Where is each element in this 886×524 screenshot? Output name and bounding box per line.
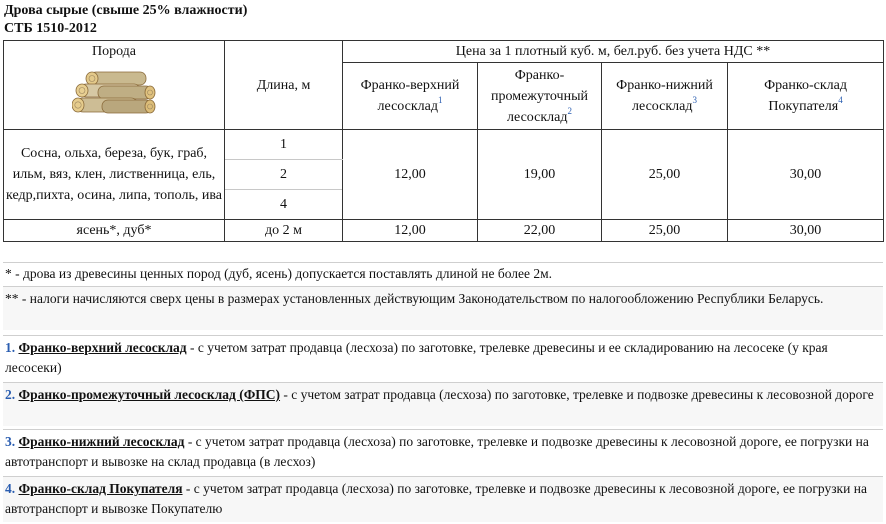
- price-table: [3, 40, 884, 242]
- col-franco-upper-header: Франко-верхний лесосклад$^1$: [343, 63, 478, 130]
- note-star: * - дрова из древесины ценных пород (дуб, ясень) допускается поставлять длиной не более 2м.: [3, 262, 883, 284]
- footnote-ref-3: 3: [692, 95, 697, 105]
- length-cell: 2: [225, 160, 343, 190]
- footnote-ref-4: 4: [838, 95, 843, 105]
- note-franco-upper: 1. Франко-верхний лесосклад - с учетом затрат продавца (лесхоза) по заготовке, трелевке древесины и ее складированию на лесосеке (у края лесосеки): [3, 335, 883, 379]
- footnote-ref-1: 1: [437, 95, 443, 105]
- page-title: Дрова сырые (свыше 25% влажности): [4, 3, 248, 18]
- length-header: Длина, м: [225, 41, 343, 130]
- term-franco-intermediate: Франко-промежуточный лесосклад (ФПС): [18, 387, 281, 402]
- table-row: [4, 220, 884, 242]
- footnote-ref-2: 2: [567, 105, 572, 116]
- note-franco-intermediate: 2. Франко-промежуточный лесосклад (ФПС) - с учетом затрат продавца (лесхоза) по заготовке, трелевке и подвозке древесины к лесовозной дороге: [3, 382, 883, 426]
- note-franco-buyer: 4. Франко-склад Покупателя - с учетом затрат продавца (лесхоза) по заготовке, трелевке и подвозке древесины к лесовозной дороге, ее погрузки на автотранспорт и вывозке Покупателю: [3, 476, 883, 522]
- price-cell: 30,00: [728, 220, 884, 242]
- note-franco-lower: 3. Франко-нижний лесосклад - с учетом затрат продавца (лесхоза) по заготовке, трелевке и подвозке древесины к лесовозной дороге, ее погрузки на автотранспорт и вывозке на склад продавца (в лесхоз): [3, 429, 883, 473]
- standard-code: СТБ 1510-2012: [4, 21, 97, 36]
- firewood-logs-image: [72, 66, 156, 118]
- col-franco-lower-header: Франко-нижний лесосклад$^3$: [602, 63, 728, 130]
- col-franco-buyer-header: Франко-склад Покупателя$^4$: [728, 63, 884, 130]
- note-double-star: ** - налоги начисляются сверх цены в размерах установленных действующим Законодательством по налогообложению Республики Беларусь.: [3, 286, 883, 330]
- species-cell: Сосна, ольха, береза, бук, граб, ильм, вяз, клен, лиственница, ель, кедр,пихта, осина, липа, тополь, ива: [4, 130, 225, 220]
- col-franco-intermediate-header: Франко- промежуточный лесосклад$^2$: [478, 63, 602, 130]
- term-franco-upper: Франко-верхний лесосклад: [18, 340, 187, 355]
- length-cell: 4: [225, 190, 343, 220]
- price-cell: 25,00: [602, 220, 728, 242]
- species-header-cell: [4, 41, 225, 130]
- price-group-header: Цена за 1 плотный куб. м, бел.руб. без учета НДС **: [343, 41, 884, 63]
- table-row: [4, 130, 884, 160]
- price-cell: 19,00: [478, 130, 602, 220]
- term-franco-lower: Франко-нижний лесосклад: [18, 434, 185, 449]
- length-cell: до 2 м: [225, 220, 343, 242]
- price-cell: 22,00: [478, 220, 602, 242]
- length-cell: 1: [225, 130, 343, 160]
- species-cell: ясень*, дуб*: [4, 220, 225, 242]
- price-cell: 12,00: [343, 220, 478, 242]
- term-franco-buyer: Франко-склад Покупателя: [18, 481, 183, 496]
- species-header: Порода: [91, 44, 137, 59]
- price-cell: 25,00: [602, 130, 728, 220]
- price-cell: 12,00: [343, 130, 478, 220]
- price-cell: 30,00: [728, 130, 884, 220]
